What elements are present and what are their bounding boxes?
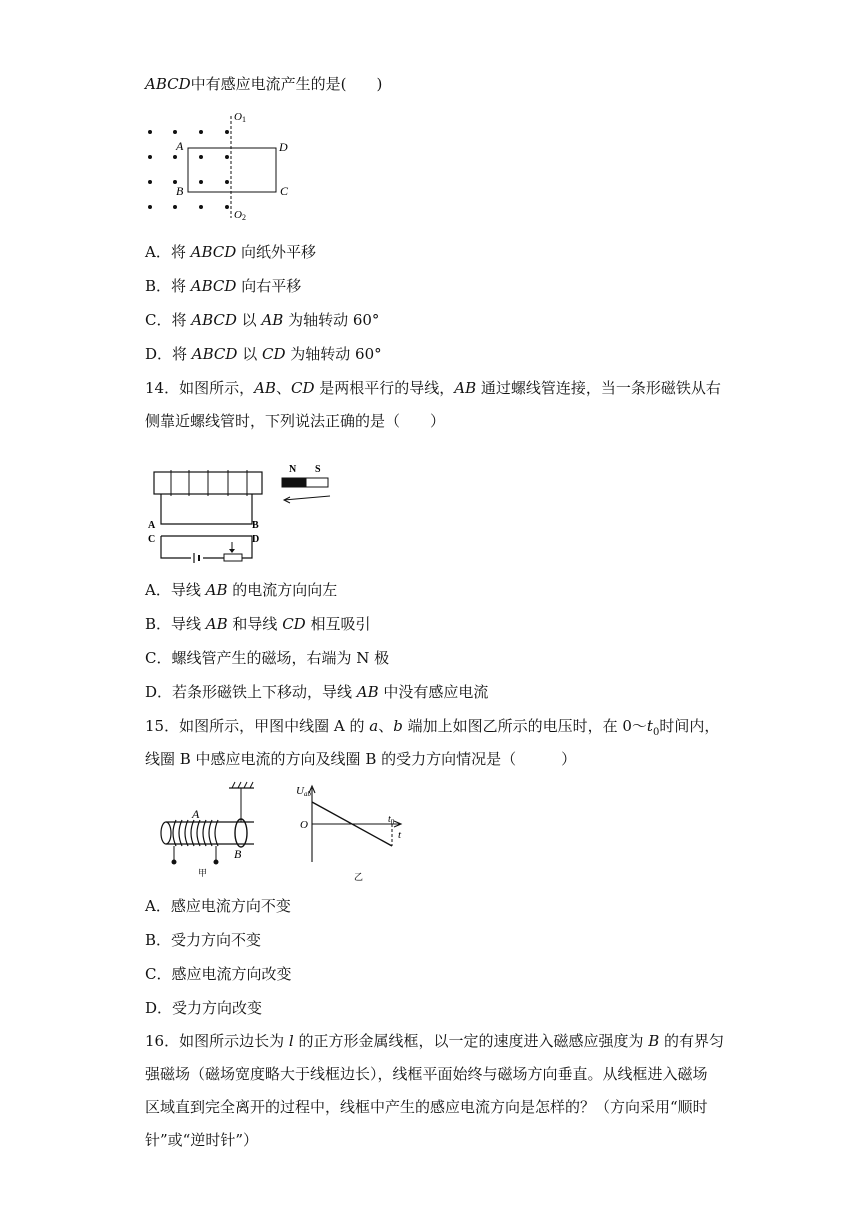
q13-label-c: C — [280, 184, 289, 198]
q16-stem-line4: 针”或“逆时针”） — [145, 1131, 259, 1149]
q13-stem-tail: ABCD中有感应电流产生的是( ) — [145, 75, 383, 93]
q14-label-b: B — [252, 520, 259, 531]
q15-label-t0: $t_0$ — [388, 814, 395, 826]
q16-stem-line2: 强磁场（磁场宽度略大于线框边长），线框平面始终与磁场方向垂直。从线框进入磁场 — [145, 1065, 708, 1083]
q15-stem-line1: 15．如图所示，甲图中线圈 A 的 a、b 端加上如图乙所示的电压时，在 $0\sim t_0$时间内， — [145, 717, 720, 738]
q13-label-o2: O2 — [234, 209, 246, 222]
q14-stem-line1: 14．如图所示，AB、CD 是两根平行的导线，AB 通过螺线管连接，当一条形磁铁从右 — [145, 379, 721, 397]
q14-option-a: A．导线 AB 的电流方向向左 — [145, 581, 338, 599]
q15-label-yi: 乙 — [354, 872, 364, 882]
q14-option-d: D．若条形磁铁上下移动，导线 AB 中没有感应电流 — [145, 683, 489, 701]
q14-stem-line2: 侧靠近螺线管时，下列说法正确的是（ ） — [145, 412, 446, 430]
q15-option-b: B．受力方向不变 — [145, 931, 262, 949]
q14-option-b: B．导线 AB 和导线 CD 相互吸引 — [145, 615, 371, 633]
q15-figure-jia — [154, 780, 274, 880]
motion-arrow — [284, 496, 330, 500]
q14-label-c: C — [148, 534, 156, 545]
q15-figure-yi — [292, 776, 412, 886]
q15-option-d: D．受力方向改变 — [145, 999, 263, 1017]
magnet-south-half — [306, 478, 328, 487]
q15-stem-line2: 线圈 B 中感应电流的方向及线圈 B 的受力方向情况是（ ） — [145, 750, 577, 768]
q13-label-o1: O1 — [234, 111, 246, 124]
q16-stem-line1: 16．如图所示边长为 l 的正方形金属线框，以一定的速度进入磁感应强度为 B 的有界匀 — [145, 1032, 725, 1050]
q15-label-jia: 甲 — [198, 868, 208, 878]
q14-figure — [144, 460, 338, 564]
q13-figure — [140, 106, 300, 224]
q13-option-a: A．将 ABCD 向纸外平移 — [145, 243, 317, 261]
q15-option-a: A．感应电流方向不变 — [145, 897, 291, 915]
q14-label-d: D — [252, 534, 260, 545]
q15-origin: O — [300, 819, 308, 831]
q13-label-b: B — [176, 184, 184, 198]
q15-label-b: B — [234, 847, 242, 861]
q15-axis-u: Uab — [296, 785, 311, 798]
q14-label-s: S — [315, 464, 321, 475]
q13-option-d: D．将 ABCD 以 CD 为轴转动 60° — [145, 345, 382, 363]
q14-label-a: A — [148, 520, 156, 531]
q13-option-c: C．将 ABCD 以 AB 为轴转动 60° — [145, 311, 380, 329]
q13-label-d: D — [279, 140, 288, 154]
q15-axis-t: t — [398, 829, 402, 841]
q13-option-b: B．将 ABCD 向右平移 — [145, 277, 302, 295]
q15-label-a: A — [192, 807, 200, 821]
q16-stem-line3: 区域直到完全离开的过程中，线框中产生的感应电流方向是怎样的？（方向采用“顺时 — [145, 1098, 708, 1116]
q15-option-c: C．感应电流方向改变 — [145, 965, 292, 983]
q14-label-n: N — [289, 464, 297, 475]
q13-label-a: A — [176, 139, 184, 153]
magnet-north-half — [282, 478, 306, 487]
q14-option-c: C．螺线管产生的磁场，右端为 N 极 — [145, 649, 390, 667]
